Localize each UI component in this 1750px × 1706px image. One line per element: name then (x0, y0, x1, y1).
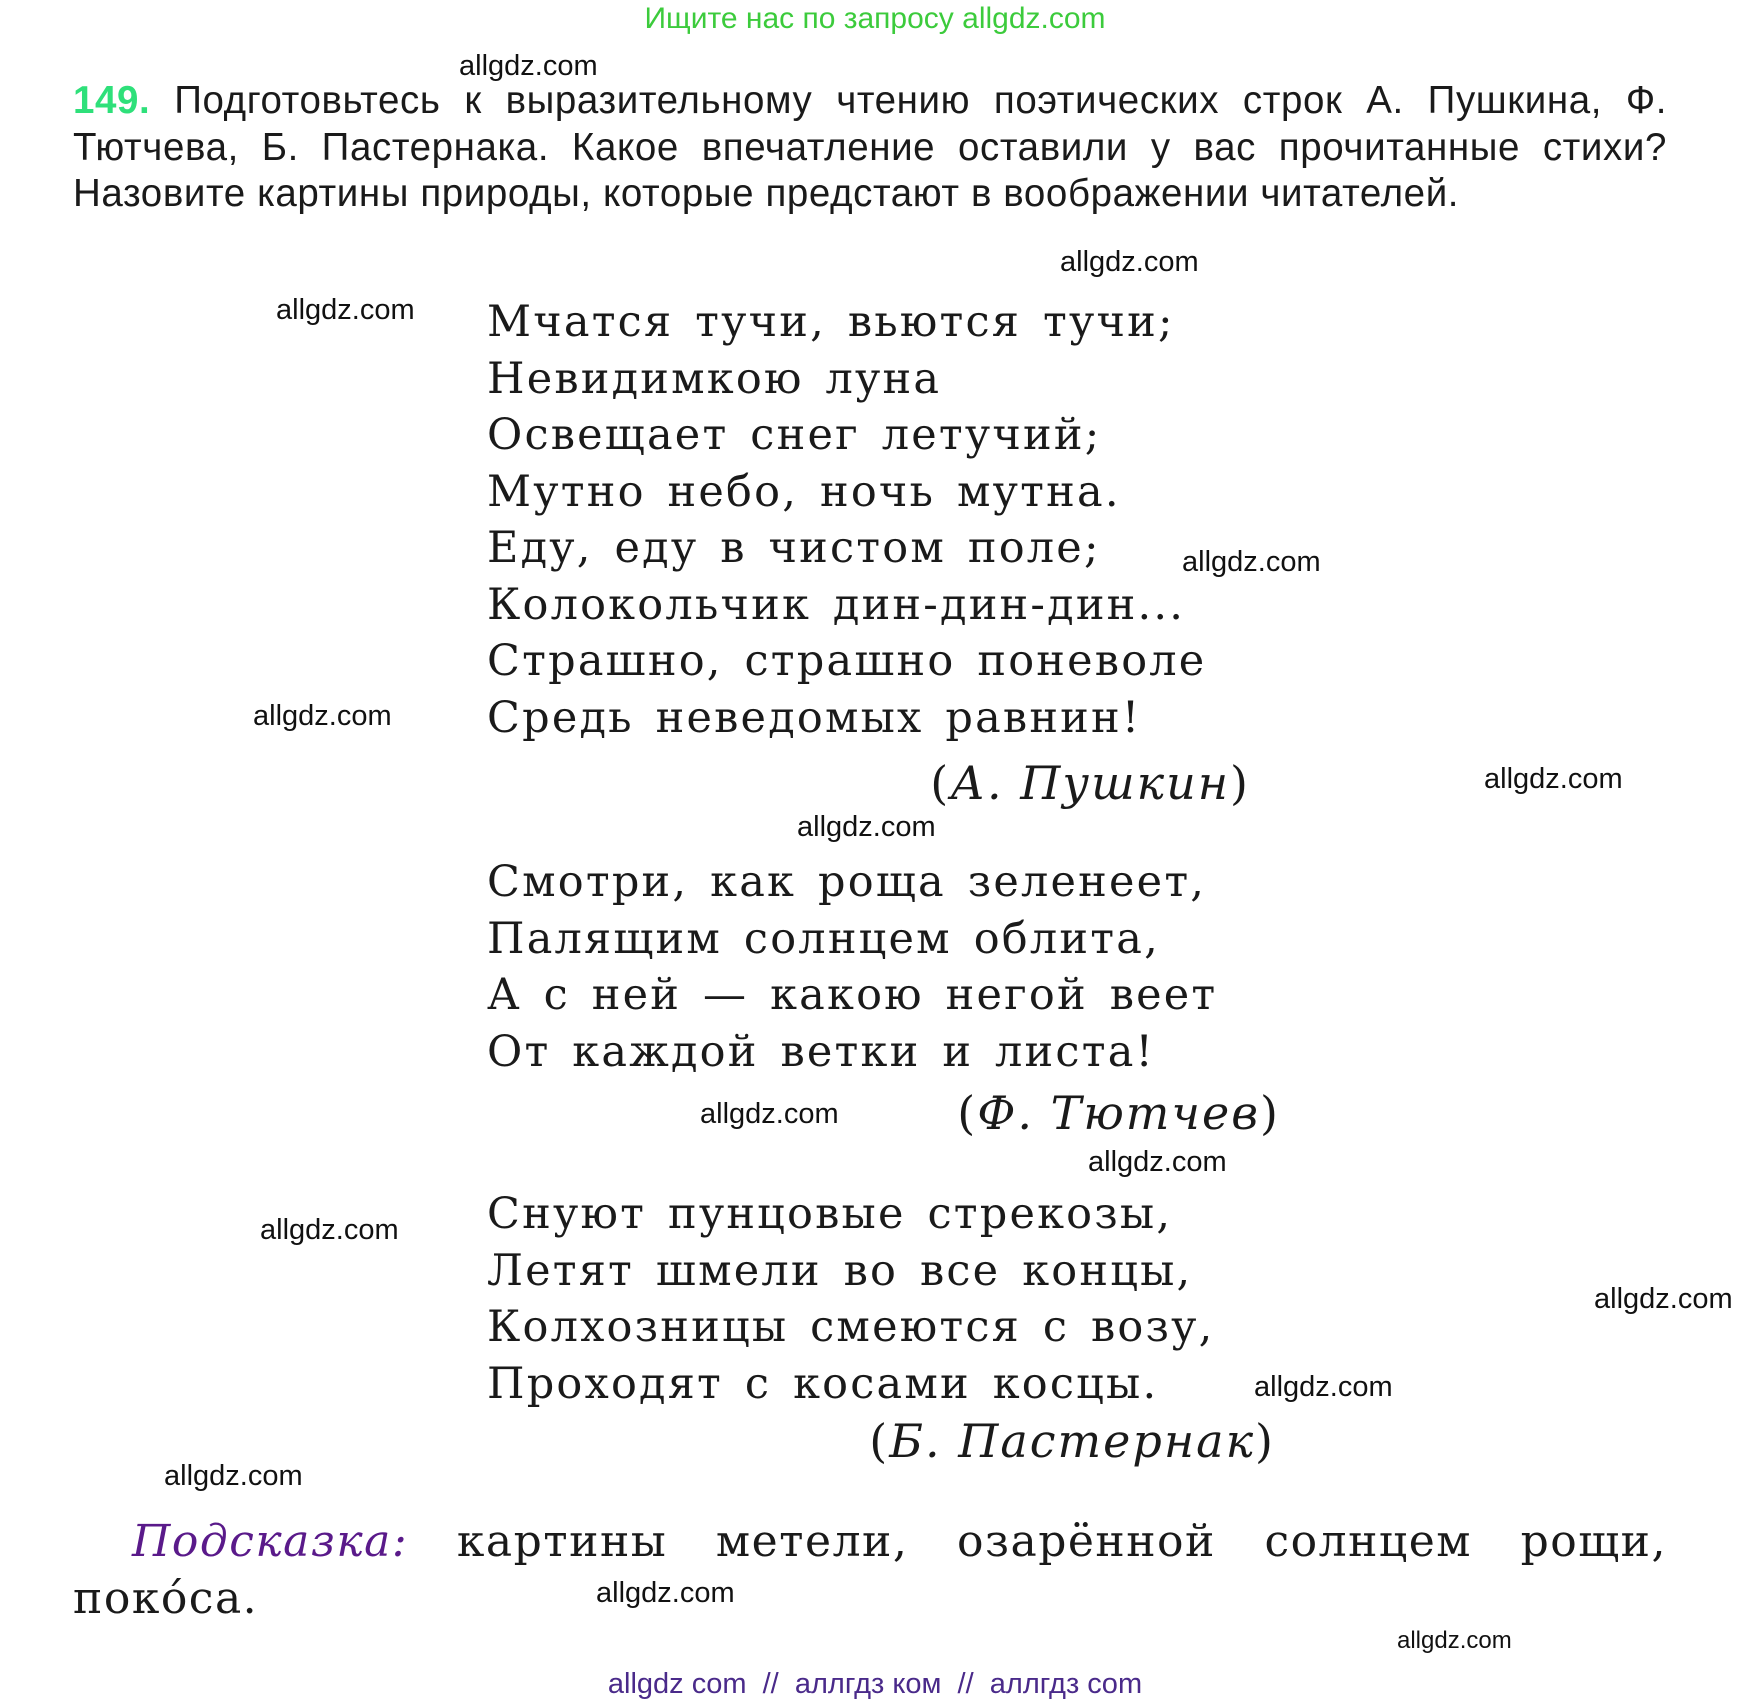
poem-pasternak (487, 1186, 1215, 1412)
poem-line: Невидимкою луна (487, 353, 942, 404)
poem-line: А с ней — какою негой веет (487, 970, 1218, 1020)
poem-line: От каждой ветки и листа! (487, 1026, 1156, 1077)
watermark: allgdz.com (1254, 1371, 1393, 1403)
watermark: allgdz.com (797, 811, 936, 843)
author-name: Ф. Тютчев (977, 1086, 1261, 1140)
poem-line: Колхозницы смеются с возу, (487, 1302, 1215, 1352)
poem-tyutchev (487, 854, 1217, 1080)
watermark: allgdz.com (1060, 246, 1199, 278)
footer-watermark: allgdz com // аллгдз ком // аллгдз com (607, 1668, 1143, 1700)
poem-line: Освещает снег летучий; (487, 410, 1102, 460)
search-hint-banner: Ищите нас по запросу allgdz.com (644, 2, 1106, 35)
poem-line: Средь неведомых равнин! (487, 692, 1142, 743)
poem-line: Снуют пунцовые стрекозы, (487, 1189, 1173, 1239)
task-text (73, 78, 1667, 218)
watermark: allgdz.com (459, 50, 598, 82)
poem-line: Колокольчик дин-дин-дин... (487, 579, 1186, 630)
poem-line: Еду, еду в чистом поле; (487, 523, 1101, 573)
hint-label: Подсказка: (132, 1516, 409, 1567)
watermark: allgdz.com (260, 1214, 399, 1246)
watermark: allgdz.com (700, 1098, 839, 1130)
poem-line: Смотри, как роща зеленеет, (487, 857, 1207, 907)
author-name: А. Пушкин (950, 756, 1231, 810)
watermark: allgdz.com (1397, 1627, 1512, 1654)
watermark: allgdz.com (276, 294, 415, 326)
watermark: allgdz.com (1484, 763, 1623, 795)
watermark: allgdz.com (1594, 1283, 1733, 1315)
author-pasternak: (Б. Пастернак) (869, 1414, 1275, 1468)
hint-text: картины метели, озарённой солнцем рощи, поко́са. (73, 1516, 1667, 1624)
poem-pushkin (487, 294, 1206, 746)
poem-line: Летят шмели во все концы, (487, 1245, 1193, 1296)
watermark: allgdz.com (164, 1460, 303, 1492)
poem-line: Мчатся тучи, вьются тучи; (487, 297, 1175, 347)
author-pushkin: (А. Пушкин) (930, 756, 1250, 810)
watermark: allgdz.com (253, 700, 392, 732)
poem-line: Палящим солнцем облита, (487, 913, 1160, 964)
watermark: allgdz.com (596, 1577, 735, 1609)
author-name: Б. Пастернак (889, 1414, 1256, 1468)
task-body: Подготовьтесь к выразительному чтению поэтических строк А. Пушкина, Ф. Тютчева, Б. Пастернака. Какое впечатление оставили у вас прочитанные стихи? Назовите картины природы, которые предстают в воображении читателей. (73, 79, 1668, 215)
hint (73, 1513, 1667, 1627)
poem-line: Страшно, страшно поневоле (487, 636, 1207, 686)
watermark: allgdz.com (1182, 546, 1321, 578)
author-tyutchev: (Ф. Тютчев) (957, 1086, 1280, 1140)
task-number: 149. (73, 79, 151, 122)
poem-line: Мутно небо, ночь мутна. (487, 466, 1121, 517)
watermark: allgdz.com (1088, 1146, 1227, 1178)
poem-line: Проходят с косами косцы. (487, 1358, 1159, 1409)
